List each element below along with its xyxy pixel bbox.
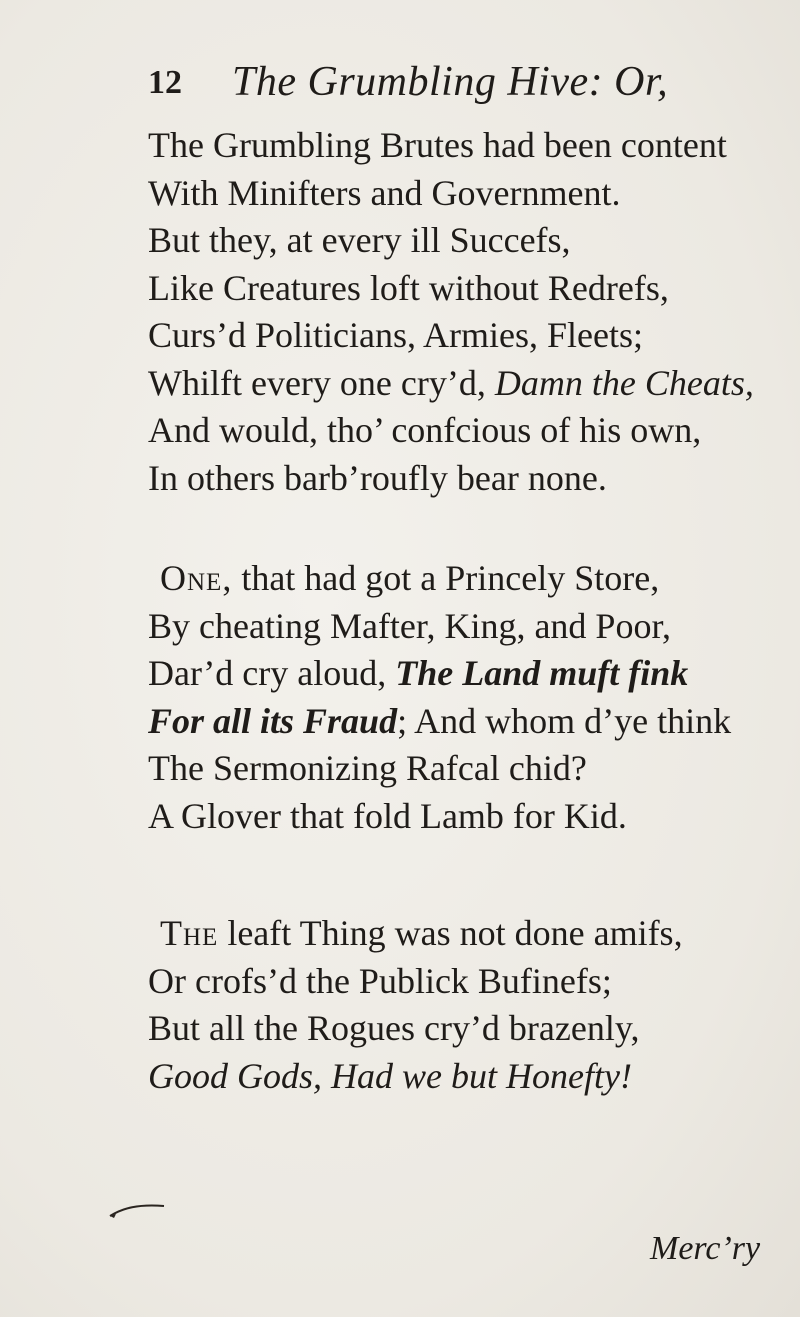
- page-header: [0, 58, 800, 108]
- verse-text: ; And whom d’ye think: [397, 700, 732, 741]
- verse-italic-text: For all its Fraud: [148, 700, 398, 741]
- verse-line: [148, 698, 788, 746]
- stanza-1: [148, 122, 788, 502]
- verse-line: [148, 360, 788, 408]
- verse-line: Good Gods, Had we but Honefty!: [148, 1055, 632, 1096]
- verse-line: By cheating Mafter, King, and Poor,: [148, 605, 672, 646]
- verse-line: Like Creatures loft without Redrefs,: [148, 267, 669, 308]
- verse-italic-text: The Land muft fink: [395, 653, 689, 693]
- stanza-2: [148, 555, 788, 840]
- stanza-lead-word: One,: [160, 558, 233, 598]
- page-number: 12: [148, 64, 182, 101]
- verse-line: Curs’d Politicians, Armies, Fleets;: [148, 315, 643, 355]
- verse-line: The Grumbling Brutes had been content: [148, 125, 727, 165]
- verse-line: [148, 910, 788, 958]
- verse-text: Dar’d cry aloud,: [148, 653, 387, 693]
- verse-line: In others barb’roufly bear none.: [148, 457, 607, 498]
- verse-line: [148, 555, 788, 603]
- running-title: The Grumbling Hive: Or,: [232, 59, 669, 105]
- stanza-3: [148, 910, 788, 1100]
- catchword: Merc’ry: [650, 1230, 761, 1267]
- verse-line: A Glover that fold Lamb for Kid.: [148, 795, 627, 836]
- verse-text: Whilft every one cry’d,: [148, 362, 486, 403]
- verse-line: With Minifters and Government.: [148, 172, 621, 213]
- verse-line: Or crofs’d the Publick Bufinefs;: [148, 960, 612, 1001]
- ink-flourish-mark: [108, 1200, 168, 1220]
- verse-line: But all the Rogues cry’d brazenly,: [148, 1008, 640, 1048]
- verse-italic-text: Damn the Cheats,: [494, 362, 754, 403]
- verse-line: [148, 650, 788, 698]
- verse-text: that had got a Princely Store,: [232, 558, 660, 598]
- verse-text: leaft Thing was not done amifs,: [218, 913, 683, 953]
- verse-line: And would, tho’ confcious of his own,: [148, 410, 702, 450]
- verse-line: The Sermonizing Rafcal chid?: [148, 748, 587, 788]
- verse-line: But they, at every ill Succefs,: [148, 220, 571, 260]
- stanza-lead-word: The: [160, 913, 219, 953]
